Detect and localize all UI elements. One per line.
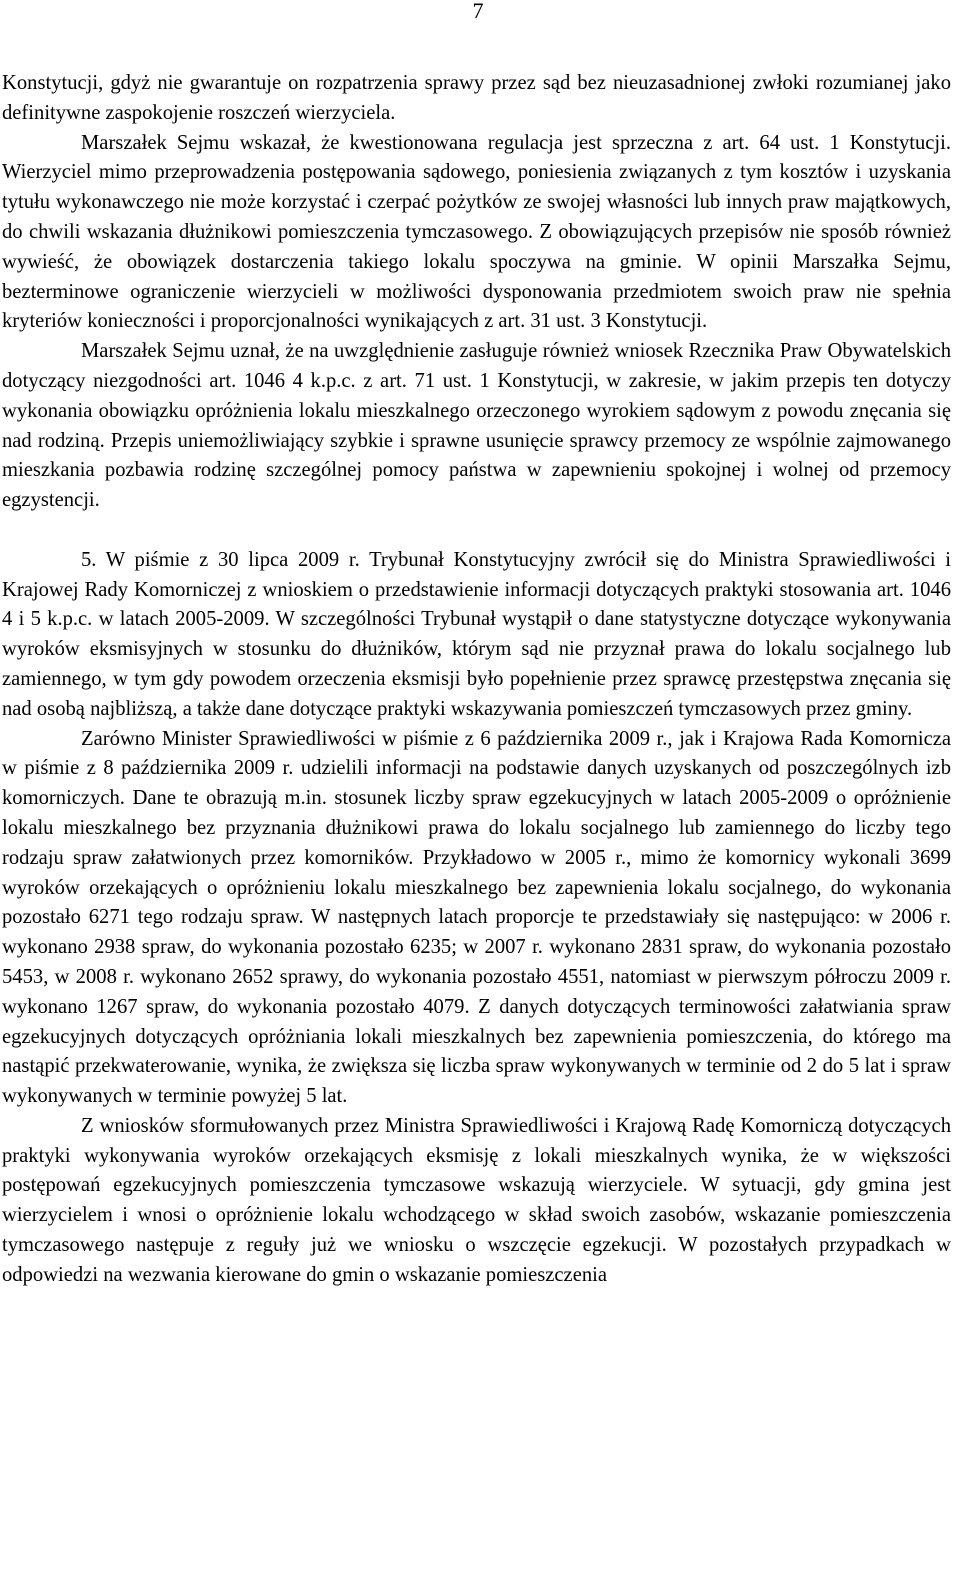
page-number: 7	[472, 0, 484, 23]
paragraph: Konstytucji, gdyż nie gwarantuje on rozpatrzenia sprawy przez sąd bez nieuzasadnionej zwłoki rozumianej jako definitywne zaspokojenie roszczeń wierzyciela.	[2, 72, 951, 124]
document-body	[2, 69, 951, 1291]
paragraph: Marszałek Sejmu wskazał, że kwestionowana regulacja jest sprzeczna z art. 64 ust. 1 Konstytucji. Wierzyciel mimo przeprowadzenia postępowania sądowego, poniesienia związanych z tym kosztów i uzyskania tytułu wykonawczego nie może korzystać i czerpać pożytków ze swojej własności lub innych praw majątkowych, do chwili wskazania dłużnikowi pomieszczenia tymczasowego. Z obowiązujących przepisów nie sposób również wywieść, że obowiązek dostarczenia takiego lokalu spoczywa na gminie. W opinii Marszałka Sejmu, bezterminowe ograniczenie wierzycieli w możliwości dysponowania przedmiotem swoich praw nie spełnia kryteriów konieczności i proporcjonalności wynikających z art. 31 ust. 3 Konstytucji.	[2, 131, 951, 333]
paragraph: 5. W piśmie z 30 lipca 2009 r. Trybunał Konstytucyjny zwrócił się do Ministra Sprawiedliwości i Krajowej Rady Komorniczej z wnioskiem o przedstawienie informacji dotyczących praktyki stosowania art. 1046 4 i 5 k.p.c. w latach 2005-2009. W szczególności Trybunał wystąpił o dane statystyczne dotyczące wykonywania wyroków eksmisyjnych w stosunku do dłużników, którym sąd nie przyznał prawa do lokalu socjalnego lub zamiennego, w tym gdy powodem orzeczenia eksmisji było popełnienie przez sprawcę przestępstwa znęcania się nad osobą najbliższą, a także dane dotyczące praktyki wskazywania pomieszczeń tymczasowych przez gminy.	[2, 548, 951, 720]
paragraph: Marszałek Sejmu uznał, że na uwzględnienie zasługuje również wniosek Rzecznika Praw Obywatelskich dotyczący niezgodności art. 1046 4 k.p.c. z art. 71 ust. 1 Konstytucji, w zakresie, w jakim przepis ten dotyczy wykonania obowiązku opróżnienia lokalu mieszkalnego orzeczonego wyrokiem sądowym z powodu znęcania się nad rodziną. Przepis uniemożliwiający szybkie i sprawne usunięcie sprawcy przemocy ze wspólnie zajmowanego mieszkania pozbawia rodzinę szczególnej pomocy państwa w zapewnieniu spokojnej i wolnej od przemocy egzystencji.	[2, 340, 951, 512]
paragraph: Zarówno Minister Sprawiedliwości w piśmie z 6 października 2009 r., jak i Krajowa Rada Komornicza w piśmie z 8 października 2009 r. udzielili informacji na podstawie danych uzyskanych od poszczególnych izb komorniczych. Dane te obrazują m.in. stosunek liczby spraw egzekucyjnych w latach 2005-2009 o opróżnienie lokalu mieszkalnego bez przyznania dłużnikowi prawa do lokalu socjalnego lub zamiennego do liczby tego rodzaju spraw załatwionych przez komorników. Przykładowo w 2005 r., mimo że komornicy wykonali 3699 wyroków orzekających o opróżnieniu lokalu mieszkalnego bez zapewnienia lokalu socjalnego, do wykonania pozostało 6271 tego rodzaju spraw. W następnych latach proporcje te przedstawiały się następująco: w 2006 r. wykonano 2938 spraw, do wykonania pozostało 6235; w 2007 r. wykonano 2831 spraw, do wykonania pozostało 5453, w 2008 r. wykonano 2652 sprawy, do wykonania pozostało 4551, natomiast w pierwszym półroczu 2009 r. wykonano 1267 spraw, do wykonania pozostało 4079. Z danych dotyczących terminowości załatwiania spraw egzekucyjnych dotyczących opróżniania lokali mieszkalnych bez zapewnienia pomieszczenia, do którego ma nastąpić przekwaterowanie, wynika, że zwiększa się liczba spraw wykonywanych w terminie od 2 do 5 lat i spraw wykonywanych w terminie powyżej 5 lat.	[2, 727, 951, 1108]
paragraph: Z wniosków sformułowanych przez Ministra Sprawiedliwości i Krajową Radę Komorniczą dotyczących praktyki wykonywania wyroków orzekających eksmisję z lokali mieszkalnych wynika, że w większości postępowań egzekucyjnych pomieszczenia tymczasowe wskazują wierzyciele. W sytuacji, gdy gmina jest wierzycielem i wnosi o opróżnienie lokalu wchodzącego w skład swoich zasobów, wskazanie pomieszczenia tymczasowego następuje z reguły już we wniosku o wszczęcie egzekucji. W pozostałych przypadkach w odpowiedzi na wezwania kierowane do gmin o wskazanie pomieszczenia	[2, 1114, 951, 1286]
